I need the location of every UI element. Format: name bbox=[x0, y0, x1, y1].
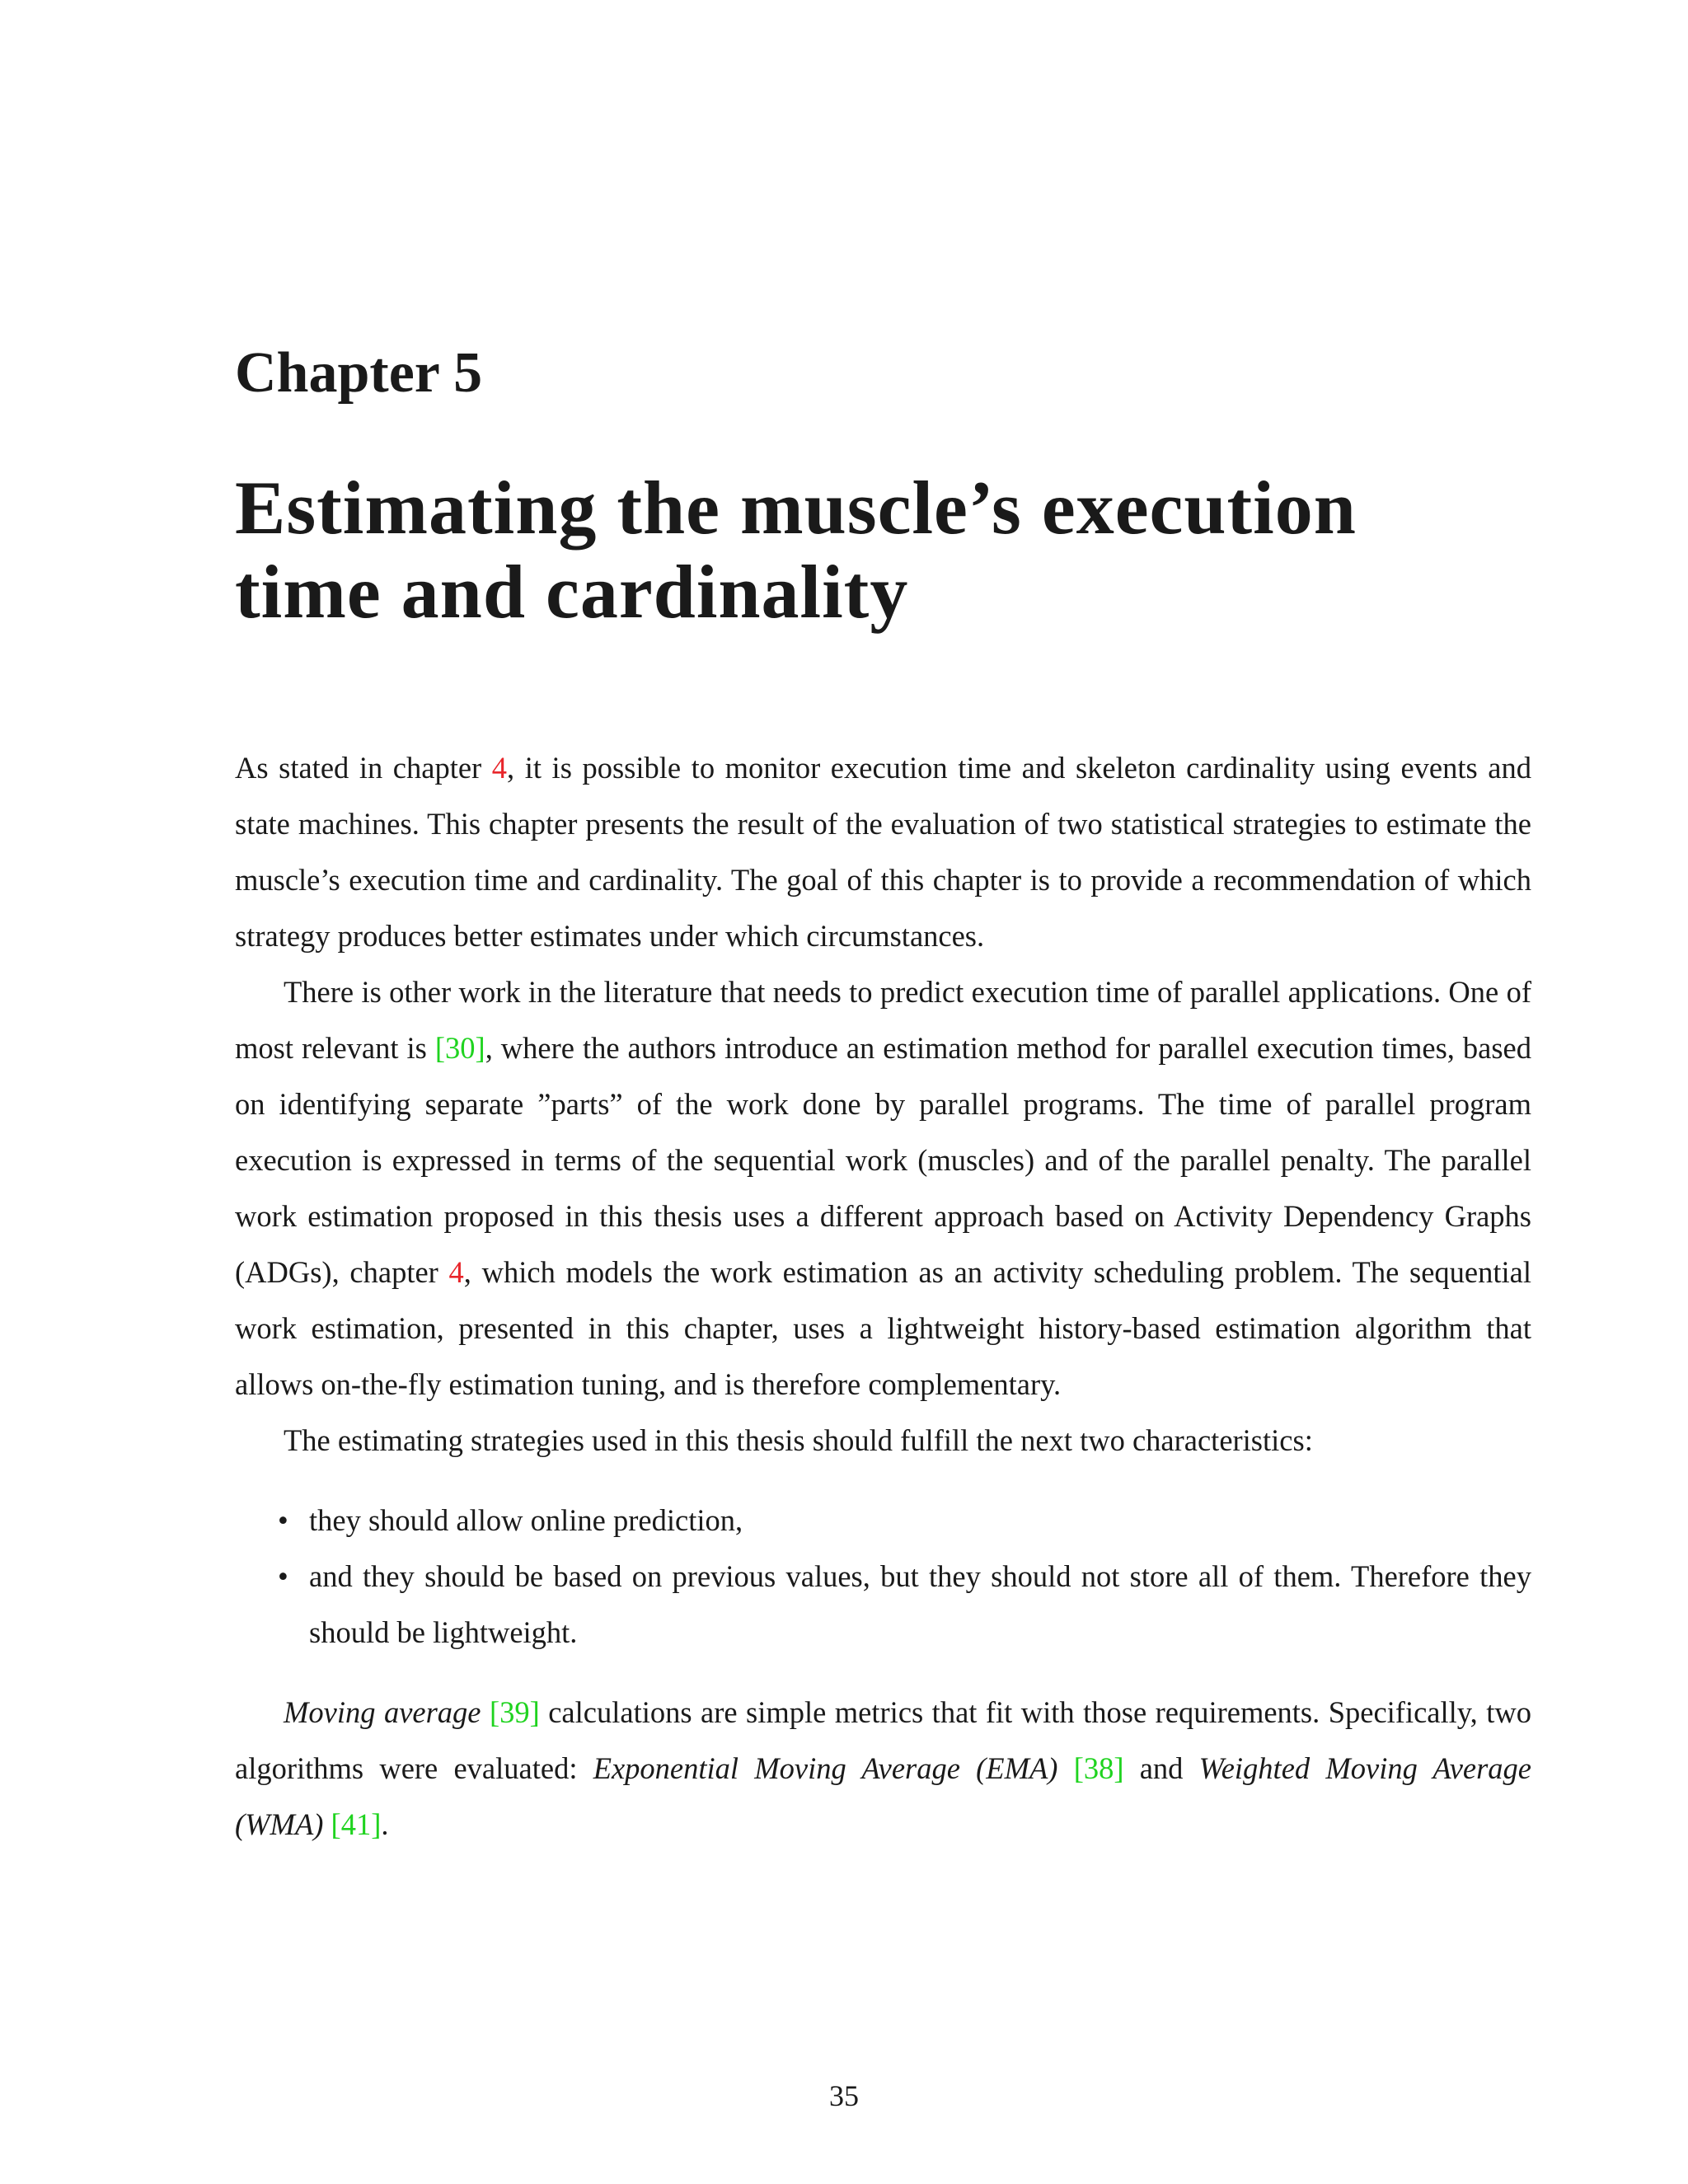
text-run: calculations are simple metrics that fit with those requirements. Specifically, two algorithms were evaluated: bbox=[235, 1695, 1531, 1785]
list-item bbox=[235, 1549, 1531, 1661]
text-run bbox=[1057, 1751, 1073, 1785]
term-wma: Weighted Moving Average (WMA) bbox=[235, 1751, 1532, 1841]
bullet-icon: • bbox=[278, 1503, 288, 1537]
chapter-reference-link[interactable]: 4 bbox=[491, 751, 508, 785]
bullet-icon: • bbox=[278, 1559, 288, 1593]
citation-link[interactable]: [39] bbox=[489, 1695, 540, 1729]
chapter-reference-link[interactable]: 4 bbox=[448, 1255, 464, 1289]
text-run bbox=[481, 1695, 490, 1729]
paragraph-intro bbox=[235, 740, 1531, 964]
list-item-text: and they should be based on previous values, but they should not store all of them. Therefore they should be lightweight. bbox=[309, 1559, 1531, 1649]
body-text bbox=[235, 740, 1531, 1853]
term-moving-average: Moving average bbox=[284, 1695, 481, 1729]
chapter-title-line-1: Estimating the muscle’s execution bbox=[235, 466, 1357, 550]
citation-link[interactable]: [41] bbox=[331, 1807, 382, 1841]
paragraph-characteristics: The estimating strategies used in this thesis should fulfill the next two characteristics: bbox=[284, 1423, 1313, 1457]
citation-link[interactable]: [38] bbox=[1073, 1751, 1124, 1785]
page-number: 35 bbox=[829, 2079, 859, 2112]
list-item-text: they should allow online prediction, bbox=[309, 1503, 743, 1537]
chapter-title-line-2: time and cardinality bbox=[235, 550, 909, 634]
chapter-title bbox=[235, 466, 1554, 634]
characteristics-list bbox=[235, 1493, 1531, 1661]
text-run: , where the authors introduce an estimation method for parallel execution times, based on identifying separate ”parts” of the work done by parallel programs. The time of parallel program execution is expressed in terms of the sequential work (muscles) and of the parallel penalty. The parallel work estimation proposed in this thesis uses a different approach based on Activity Dependency Graphs (ADGs), chapter bbox=[235, 1031, 1532, 1289]
text-run: . bbox=[381, 1807, 389, 1841]
text-run: , which models the work estimation as an activity scheduling problem. The sequential work estimation, presented in this chapter, uses a lightweight history-based estimation algorithm that allows on-the-fly estimation tuning, and is therefore complementary. bbox=[235, 1255, 1531, 1401]
chapter-label: Chapter 5 bbox=[235, 341, 483, 405]
paragraph-related-work bbox=[235, 964, 1531, 1413]
paragraph-moving-average bbox=[235, 1685, 1531, 1853]
text-run: and bbox=[1123, 1751, 1199, 1785]
term-ema: Exponential Moving Average (EMA) bbox=[593, 1751, 1058, 1785]
text-run: As stated in chapter bbox=[235, 751, 492, 785]
text-run: , it is possible to monitor execution time and skeleton cardinality using events and state machines. This chapter presents the result of the evaluation of two statistical strategies to estimate the muscle’s execution time and cardinality. The goal of this chapter is to provide a recommendation of which strategy produces better estimates under which circumstances. bbox=[235, 751, 1531, 953]
list-item bbox=[235, 1493, 1531, 1549]
citation-link[interactable]: [30] bbox=[434, 1031, 485, 1065]
text-run: There is other work in the literature that needs to predict execution time of parallel applications. One of most relevant is bbox=[235, 975, 1531, 1065]
text-run bbox=[323, 1807, 331, 1841]
